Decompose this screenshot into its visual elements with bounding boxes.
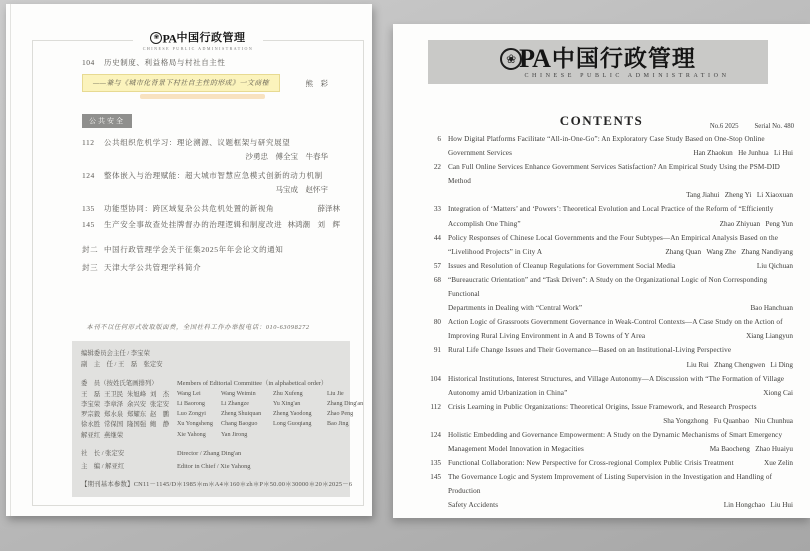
entry-page-number: 33 — [433, 205, 441, 214]
member-name: 罗宗毅 — [81, 411, 101, 419]
toc-entry — [82, 171, 340, 194]
contents-entry — [426, 231, 793, 259]
contents-entry — [426, 259, 793, 273]
entry-title-line1: Crisis Learning in Public Organizations: Theoretical Origins, Issue Framework, and Research Prospects — [448, 402, 757, 411]
editor-en: Editor in Chief / Xie Yahong — [177, 462, 251, 470]
toc-items — [82, 138, 340, 229]
entry-title-line1: Issues and Resolution of Cleanup Regulations for Government Social Media — [448, 261, 676, 270]
logo-cn-text: 中国行政管理 — [551, 46, 696, 71]
entry-title-line1: Rural Life Change Issues and Their Governance—Based on an Institutional-Living Perspective — [448, 346, 732, 355]
logo-cn-text: 中国行政管理 — [176, 31, 246, 44]
entry-page-number: 57 — [433, 261, 441, 270]
member-row — [81, 420, 349, 430]
director-row — [81, 449, 341, 460]
entry-page-number: 112 — [430, 402, 441, 411]
entry-title-line1: Functional Collaboration: New Perspective for Cross-regional Complex Public Crisis Treatment — [448, 459, 734, 468]
member-row — [81, 400, 364, 410]
logo-en-text: CHINESE PUBLIC ADMINISTRATION — [524, 72, 730, 79]
entry-title-line2: Improving Rural Living Environment in A and B Towns of Y Area — [448, 332, 646, 341]
member-name: Zhu Xufeng — [273, 390, 303, 397]
entry-title-line2: Autonomy amid Urbanization in China” — [448, 388, 568, 397]
member-names-cn — [81, 410, 177, 420]
entry-authors: 马宝成 赵怀宇 — [275, 184, 328, 194]
member-name: 郑水泉 — [104, 411, 124, 419]
member-name: 徐永胜 — [81, 421, 101, 429]
cpa-logo-banner — [428, 40, 768, 84]
entry-title: 生产安全事故查处挂牌督办的治理逻辑和制度改进 — [104, 219, 283, 229]
contents-entry — [426, 160, 793, 202]
entry-title: 公共组织危机学习：理论溯源、议题框架与研究展望 — [104, 137, 291, 147]
member-names-en — [177, 431, 341, 441]
member-name: 王 磊 — [81, 390, 101, 398]
entry-authors: Liu Qichuan — [756, 261, 793, 270]
member-names-cn — [81, 390, 177, 400]
no-fee-notice: 本刊不以任何形式收取版面费，全国社科工作办举报电话：010-63098272 — [86, 324, 310, 331]
serial-number: Serial No. 480 — [754, 123, 794, 130]
member-name: 李章泽 — [104, 400, 124, 408]
contents-entry — [426, 456, 793, 470]
entry-page-number: 145 — [82, 219, 95, 229]
member-row — [81, 431, 341, 441]
entry-page-number: 112 — [82, 137, 95, 147]
cover-items — [82, 245, 340, 272]
member-name: Xie Yahong — [177, 431, 206, 438]
entry-authors: Xiang Liangyun — [746, 332, 793, 341]
member-names-en — [177, 400, 363, 410]
cover-entry — [82, 263, 340, 272]
member-name: 刘 杰 — [150, 390, 170, 398]
member-name: 赵 鹏 — [150, 411, 170, 419]
contents-entry — [426, 400, 793, 428]
member-name: 张定安 — [150, 400, 170, 408]
journal-left-page — [6, 4, 372, 516]
entry-authors: Ma Baocheng Zhao Huaiyu — [709, 445, 793, 454]
cpa-logo-large — [500, 43, 696, 73]
entry-title: 历史制度、利益格局与村社自主性 — [104, 58, 226, 67]
member-row — [81, 410, 354, 420]
entry-authors: Zhao Zhiyuan Peng Yun — [719, 219, 793, 228]
entry-page-number: 124 — [82, 170, 95, 180]
entry-authors: Tang Jiahui Zheng Yi Li Xiaoxuan — [686, 191, 793, 200]
cover-label: 封三 — [82, 262, 99, 272]
member-names-cn — [81, 431, 177, 441]
editor-row — [81, 462, 341, 473]
member-row — [81, 390, 344, 400]
contents-entry — [426, 372, 793, 400]
member-names-cn — [81, 420, 177, 430]
cpa-logo-small — [32, 30, 364, 55]
contents-entry — [426, 132, 793, 160]
members-label-row — [81, 379, 341, 390]
member-name: 郑耀东 — [127, 411, 147, 419]
members-label-cn: 委 员（按姓氏笔画排列） — [81, 379, 158, 387]
editorial-board-box — [72, 341, 364, 497]
entry-title-line1: The Governance Logic and System Improvement of Listing Supervision in the Investigation and Handling of Production — [448, 473, 773, 496]
entry-authors: 沙勇忠 傅全宝 牛春华 — [245, 151, 328, 161]
entry-authors: 林鸿潮 刘 辉 — [287, 219, 340, 229]
entry-page-number: 91 — [433, 346, 441, 355]
member-name: 余兴安 — [127, 400, 147, 408]
member-name: Yu Xing'an — [273, 400, 301, 407]
member-name: 鲍 静 — [150, 421, 170, 429]
member-name: 王卫民 — [104, 390, 124, 398]
member-name: 隆国强 — [127, 421, 147, 429]
member-name: Zheng Shuiquan — [221, 411, 262, 418]
entry-page-number: 6 — [437, 135, 441, 143]
entry-authors: Lin Hongchao Liu Hui — [723, 501, 793, 510]
member-name: Zheng Yaodong — [273, 411, 312, 418]
contents-entry — [426, 428, 793, 456]
entry-title-line1: Integration of ‘Matters’ and ‘Powers’: Theoretical Evolution and Local Practice of the Reform of “Efficiently — [448, 205, 774, 214]
logo-pa-text: PA — [519, 43, 550, 73]
highlight-box: ——兼与《城市化背景下村社自主性的形成》一文商榷 — [82, 74, 280, 92]
entry-page-number: 135 — [430, 459, 441, 468]
contents-entry — [426, 315, 793, 343]
entry-page-number: 124 — [430, 430, 441, 439]
member-name: Luo Zongyi — [177, 411, 206, 418]
contents-entry — [426, 470, 793, 512]
journal-parameters: 【期刊基本参数】CN11－1145/D＊1985＊m＊A4＊160＊zh＊P＊50.00＊30000＊20＊2025－6 — [81, 480, 353, 488]
member-name: Wang Lei — [177, 390, 201, 397]
entry-title-line2: Safety Accidents — [448, 501, 499, 510]
left-toc — [82, 58, 340, 281]
logo-pa-text: PA — [162, 31, 177, 46]
toc-entry-104 — [82, 58, 340, 67]
entry-page-number: 135 — [82, 203, 95, 213]
director-en: Director / Zhang Ding'an — [177, 449, 242, 457]
entry-title-line1: “Bureaucratic Orientation” and “Task Driven”: A Study on the Organizational Logic of Non Corresponding Functional — [448, 275, 768, 299]
section-chip: 公共安全 — [82, 114, 132, 127]
member-name: Liu Jie — [327, 390, 344, 397]
entry-title-line1: Action Logic of Grassroots Government Governance in Weak-Control Contexts—A Case Study on the Action of — [448, 318, 783, 327]
entry-title-line1: Historical Institutions, Interest Structures, and Village Autonomy—A Discussion with “The Formation of Village — [448, 374, 785, 383]
entry-authors: Xiong Cai — [763, 388, 793, 397]
contents-entries — [426, 132, 793, 513]
issue-number: No.6 2025 — [709, 123, 739, 130]
member-names-en — [177, 420, 349, 430]
entry-page-number: 80 — [433, 318, 441, 327]
member-name: 李宝荣 — [81, 400, 101, 408]
entry-authors: Liu Rui Zhang Chengwen Li Ding — [686, 360, 793, 369]
member-name: Bao Jing — [327, 421, 349, 428]
member-name: Xu Yongsheng — [177, 421, 213, 428]
entry-page-number: 104 — [430, 374, 441, 383]
editor-cn: 主 编 / 解亚红 — [81, 462, 125, 470]
member-name: Li Baorong — [177, 400, 205, 407]
cpa-emblem-icon: ❀ — [150, 32, 162, 44]
contents-entry — [426, 202, 793, 230]
editorial-chair: 编辑委员会主任 / 李宝荣 — [81, 350, 150, 357]
entry-page-number: 22 — [433, 163, 441, 172]
member-name: Chang Baoguo — [221, 421, 258, 428]
member-name: Yan Jirong — [221, 431, 248, 438]
member-name: 解亚红 — [81, 431, 101, 439]
entry-authors: Sha Yongzhong Fu Quanbao Niu Chunhua — [663, 416, 793, 425]
entry-title-line2: Accomplish One Thing” — [448, 219, 521, 228]
entry-authors: 熊 彩 — [305, 78, 328, 88]
entry-title: 整体嵌入与治理赋能：超大城市智慧应急模式创新的动力机制 — [104, 170, 323, 180]
member-names-en — [177, 390, 344, 400]
entry-title: 功能型协同：跨区域复杂公共危机处置的新视角 — [104, 203, 275, 213]
entry-title-line1: How Digital Platforms Facilitate “All-in-One-Go”: An Exploratory Case Study Based on One-Stop Online — [448, 135, 765, 143]
member-name: Li Zhangze — [221, 400, 249, 407]
entry-authors: Xue Zelin — [764, 459, 793, 468]
member-name: Long Guoqiang — [273, 421, 312, 428]
director-cn: 社 长 / 张定安 — [81, 449, 125, 457]
member-name: Wang Weimin — [221, 390, 256, 397]
entry-title-line2: Management Model Innovation in Megacities — [448, 445, 584, 454]
member-name: Zhang Ding'an — [327, 400, 364, 407]
logo-en-text: CHINESE PUBLIC ADMINISTRATION — [142, 46, 254, 51]
entry-page-number: 145 — [430, 473, 441, 482]
entry-page-number: 44 — [433, 233, 441, 242]
toc-entry — [82, 138, 340, 161]
entry-authors: Bao Hanchuan — [750, 304, 793, 313]
entry-title-line2: Government Services — [448, 149, 512, 158]
contents-entry — [426, 273, 793, 315]
entry-authors: Zhang Quan Wang Zhe Zhang Nandiyang — [665, 247, 793, 256]
entry-title-line2: Departments in Dealing with “Central Work” — [448, 304, 583, 313]
journal-right-page — [393, 24, 810, 518]
cover-label: 封二 — [82, 244, 99, 254]
cover-text: 天津大学公共管理学科简介 — [104, 262, 202, 272]
entry-authors: 薛泽林 — [317, 203, 340, 213]
member-names-en — [177, 410, 353, 420]
entry-title-line1: Can Full Online Services Enhance Government Services Satisfaction? An Empirical Study Using the PSM-DID Method — [448, 163, 780, 186]
member-name: 燕继荣 — [104, 431, 124, 439]
editorial-vice-chair: 副 主 任 / 王 磊 张定安 — [81, 360, 163, 368]
toc-entry — [82, 204, 340, 213]
toc-entry — [82, 220, 340, 229]
member-name: Zhao Peng — [327, 411, 354, 418]
member-name: 朱旭峰 — [127, 390, 147, 398]
entry-authors: Han Zhaokun He Junhua Li Hui — [693, 149, 793, 158]
entry-title-line1: Holistic Embedding and Governance Empowerment: A Study on the Dynamic Mechanisms of Smart Emergency — [448, 430, 783, 439]
cover-entry — [82, 245, 340, 254]
contents-title: CONTENTS — [559, 113, 644, 128]
member-names-cn — [81, 400, 177, 410]
cover-text: 中国行政管理学会关于征集2025年年会论文的通知 — [104, 244, 284, 254]
entry-page-number: 68 — [433, 275, 441, 284]
cpa-emblem-icon: ❀ — [500, 48, 522, 70]
entry-title-line1: Policy Responses of Chinese Local Governments and the Four Subtypes—An Empirical Analysis Based on the — [448, 233, 778, 242]
member-name: 常保国 — [104, 421, 124, 429]
toc-entry-104-subtitle-row — [82, 74, 340, 92]
contents-entry — [426, 343, 793, 371]
entry-page-number: 104 — [82, 58, 95, 67]
members-label-en: Members of Editorial Committee（in alphabetical order） — [177, 379, 328, 387]
entry-title-line2: “Livelihood Projects” in City A — [448, 247, 543, 256]
